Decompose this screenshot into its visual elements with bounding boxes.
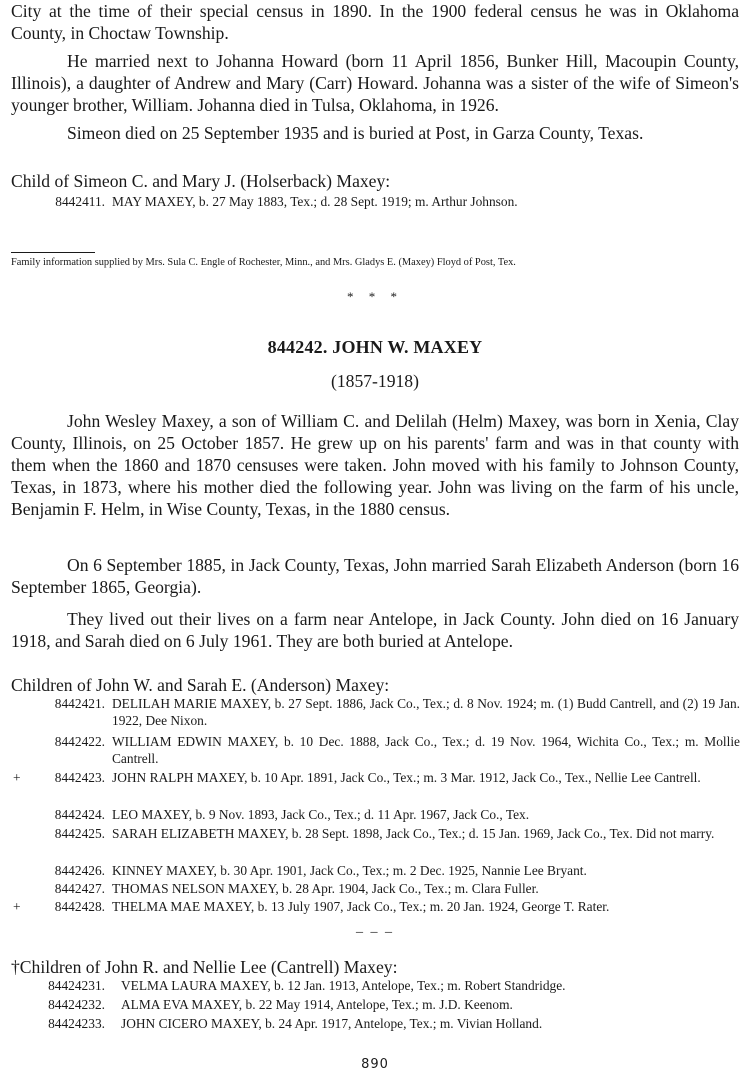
child-entry xyxy=(0,806,740,823)
subsection-separator: _ _ _ xyxy=(356,920,394,935)
child-entry xyxy=(0,193,740,210)
child-entry xyxy=(0,880,740,897)
footnote: Family information supplied by Mrs. Sula C. Engle of Rochester, Minn., and Mrs. Gladys E. (Maxey) Floyd of Post, Tex. xyxy=(11,257,516,268)
child-text: THELMA MAE MAXEY, b. 13 July 1907, Jack Co., Tex.; m. 20 Jan. 1924, George T. Rater. xyxy=(112,899,610,914)
child-number: 8442425. xyxy=(54,826,105,841)
child-entry xyxy=(0,977,740,994)
child-number: 8442424. xyxy=(54,807,105,822)
section-dates: (1857-1918) xyxy=(331,371,419,391)
intro-paragraph-3: Simeon died on 25 September 1935 and is buried at Post, in Garza County, Texas. xyxy=(67,123,644,143)
child-number: 84424231. xyxy=(48,978,105,993)
child-text: LEO MAXEY, b. 9 Nov. 1893, Jack Co., Tex.; d. 11 Apr. 1967, Jack Co., Tex. xyxy=(112,807,530,822)
child-text: ALMA EVA MAXEY, b. 22 May 1914, Antelope, Tex.; m. J.D. Keenom. xyxy=(121,997,513,1012)
child-number: 8442411. xyxy=(55,194,105,209)
child-text: JOHN CICERO MAXEY, b. 24 Apr. 1917, Antelope, Tex.; m. Vivian Holland. xyxy=(121,1016,543,1031)
child-text: KINNEY MAXEY, b. 30 Apr. 1901, Jack Co., Tex.; m. 2 Dec. 1925, Nannie Lee Bryant. xyxy=(112,863,587,878)
section-paragraph-1: John Wesley Maxey, a son of William C. and Delilah (Helm) Maxey, was born in Xenia, Clay County, Illinois, on 25 October 1857. He grew up on his parents' farm and was in that county with them when the 1860 and 1870 censuses were taken. John moved with his family to Johnson County, Texas, in 1873, where his mother died the following year. John was living on the farm of his uncle, Benjamin F. Helm, in Wise County, Texas, in the 1880 census. xyxy=(11,411,739,519)
child-entry xyxy=(0,825,740,859)
section-separator-stars: * * * xyxy=(347,289,403,304)
child-number: 8442427. xyxy=(54,881,105,896)
child-marker: + xyxy=(13,899,21,914)
child-entry xyxy=(0,862,740,879)
simeon-children-heading: Child of Simeon C. and Mary J. (Holserback) Maxey: xyxy=(11,171,391,191)
child-entry xyxy=(0,898,740,915)
child-text: JOHN RALPH MAXEY, b. 10 Apr. 1891, Jack Co., Tex.; m. 3 Mar. 1912, Jack Co., Tex., Nellie Lee Cantrell. xyxy=(112,770,701,785)
ralph-children-heading: †Children of John R. and Nellie Lee (Cantrell) Maxey: xyxy=(11,957,398,977)
child-number: 84424233. xyxy=(48,1016,105,1031)
child-text: THOMAS NELSON MAXEY, b. 28 Apr. 1904, Jack Co., Tex.; m. Clara Fuller. xyxy=(112,881,539,896)
child-text: VELMA LAURA MAXEY, b. 12 Jan. 1913, Antelope, Tex.; m. Robert Standridge. xyxy=(121,978,566,993)
intro-paragraph-2: He married next to Johanna Howard (born 11 April 1856, Bunker Hill, Macoupin County, Illinois), a daughter of Andrew and Mary (Carr) Howard. Johanna was a sister of the wife of Simeon's younger brother, William. Johanna died in Tulsa, Oklahoma, in 1926. xyxy=(11,51,739,115)
section-title: 844242. JOHN W. MAXEY xyxy=(267,337,483,357)
child-text: MAY MAXEY, b. 27 May 1883, Tex.; d. 28 Sept. 1919; m. Arthur Johnson. xyxy=(112,194,518,209)
child-number: 8442421. xyxy=(54,696,105,711)
child-number: 8442423. xyxy=(54,770,105,785)
section-paragraph-3: They lived out their lives on a farm near Antelope, in Jack County. John died on 16 January 1918, and Sarah died on 6 July 1961. They are both buried at Antelope. xyxy=(11,609,739,651)
child-entry xyxy=(0,695,740,729)
child-text: DELILAH MARIE MAXEY, b. 27 Sept. 1886, Jack Co., Tex.; d. 8 Nov. 1924; m. (1) Budd Cantrell, and (2) 19 Jan. 1922, Dee Nixon. xyxy=(112,696,740,728)
child-entry xyxy=(0,1015,740,1032)
child-entry xyxy=(0,769,740,803)
child-number: 8442428. xyxy=(54,899,105,914)
section-paragraph-2: On 6 September 1885, in Jack County, Texas, John married Sarah Elizabeth Anderson (born 16 September 1865, Georgia). xyxy=(11,555,739,597)
page-number: 890 xyxy=(361,1057,389,1072)
john-children-heading: Children of John W. and Sarah E. (Anderson) Maxey: xyxy=(11,675,390,695)
child-number: 84424232. xyxy=(48,997,105,1012)
footnote-rule xyxy=(11,252,95,253)
child-entry xyxy=(0,733,740,767)
child-number: 8442426. xyxy=(54,863,105,878)
child-entry xyxy=(0,996,740,1013)
child-text: SARAH ELIZABETH MAXEY, b. 28 Sept. 1898, Jack Co., Tex.; d. 15 Jan. 1969, Jack Co., Tex. Did not marry. xyxy=(112,826,715,841)
child-marker: + xyxy=(13,770,21,785)
child-text: WILLIAM EDWIN MAXEY, b. 10 Dec. 1888, Jack Co., Tex.; d. 19 Nov. 1964, Wichita Co., Tex.; m. Mollie Cantrell. xyxy=(112,734,740,766)
intro-paragraph-1: City at the time of their special census in 1890. In the 1900 federal census he was in Oklahoma County, in Choctaw Township. xyxy=(11,1,739,43)
child-number: 8442422. xyxy=(54,734,105,749)
